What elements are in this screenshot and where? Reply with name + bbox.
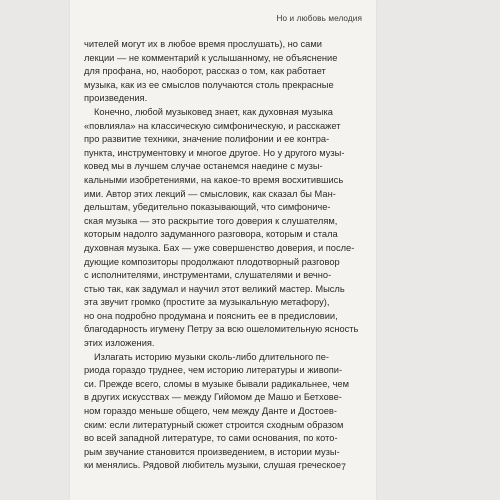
text-line: ки менялись. Рядовой любитель музыки, слушая греческое <box>84 460 342 471</box>
body-text <box>84 38 360 473</box>
text-line: чителей могут их в любое время прослушать), но сами <box>84 39 322 49</box>
paragraph-start-line: Излагать историю музыки сколь-либо длительного пе- <box>94 351 330 362</box>
text-line: но она подробно продумана и пояснить ее в предисловии, <box>84 310 338 321</box>
text-line: кальными изобретениями, на какое-то время восхитившись <box>84 174 344 185</box>
text-line: этих изложения. <box>84 338 155 349</box>
text-line: си. Прежде всего, сломы в музыке бывали радикальнее, чем <box>84 378 349 389</box>
text-line: лекции — не комментарий к услышанному, не объяснение <box>84 52 338 63</box>
text-line: риода гораздо труднее, чем историю литературы и живопи- <box>84 365 343 376</box>
text-line: эта звучит громко (простите за музыкальную метафору), <box>84 297 330 308</box>
text-line: ковед мы в лучшем случае останемся наедине с музы- <box>84 161 323 172</box>
text-line: в других искусствах — между Гийомом де Машо и Бетхове- <box>84 392 342 403</box>
text-line: музыка, как из ее смыслов получаются столь прекрасные <box>84 79 334 90</box>
text-line: дующие композиторы продолжают плодотворный разговор <box>84 256 340 267</box>
text-line: ская музыка — это раскрытие того доверия к слушателям, <box>84 215 338 226</box>
text-line: во всей западной литературе, то сами основания, по кото- <box>84 433 338 444</box>
text-line: пункта, инструментовку и многое другое. Но у другого музы- <box>84 147 345 158</box>
text-line: ном гораздо меньше общего, чем между Данте и Достоев- <box>84 406 337 417</box>
running-head: Но и любовь мелодия <box>276 14 362 23</box>
paragraph-start-line: Конечно, любой музыковед знает, как духовная музыка <box>94 106 333 117</box>
text-line: благодарность игумену Петру за всю ошеломительную ясность <box>84 324 359 335</box>
text-line: духовная музыка. Бах — уже совершенство доверия, и после- <box>84 242 355 253</box>
text-line: про развитие техники, значение полифонии и ее контра- <box>84 134 330 145</box>
book-page <box>70 0 376 500</box>
text-line: произведения. <box>84 93 148 104</box>
text-line: дельштам, убедительно показывающий, что симфониче- <box>84 202 331 213</box>
text-line: которым надолго задуманного разговора, которым и стала <box>84 229 338 240</box>
text-line: рым звучание становится произведением, в истории музы- <box>84 446 340 457</box>
text-line: ским: если литературный сюжет строится сходным образом <box>84 419 344 430</box>
text-line: с исполнителями, инструментами, слушателями и вечно- <box>84 270 332 281</box>
text-line: для профана, но, наоборот, рассказ о том, как работает <box>84 66 326 77</box>
text-line: ими. Автор этих лекций — смысловик, как сказал бы Ман- <box>84 188 336 199</box>
text-line: «повлияла» на классическую симфоническую, и расскажет <box>84 120 341 131</box>
text-line: стью так, как задумал и научил этот великий мастер. Мысль <box>84 283 345 294</box>
page-number: 7 <box>340 462 346 472</box>
